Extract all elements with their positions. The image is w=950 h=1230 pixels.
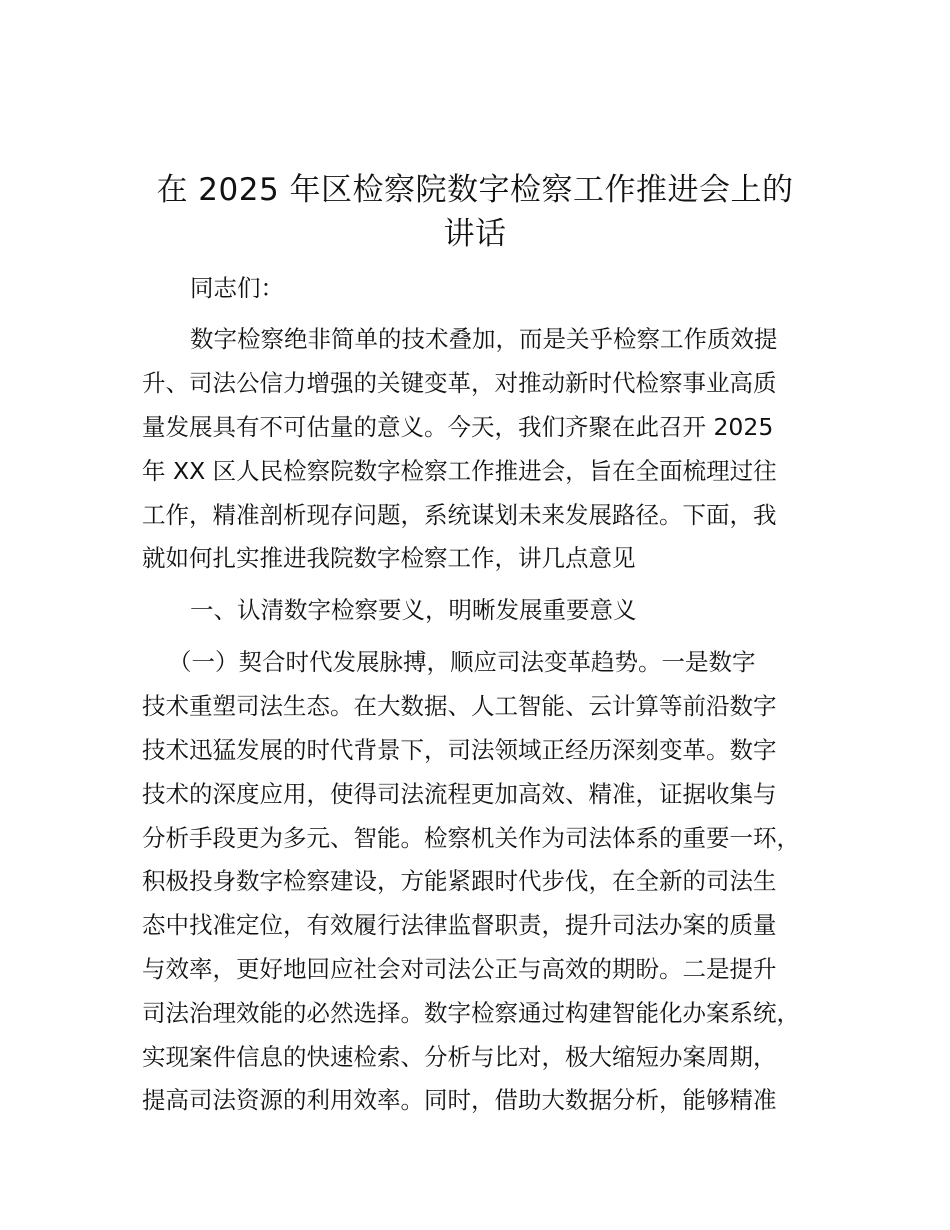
- document-title-line-1: 在 2025 年区检察院数字检察工作推进会上的: [156, 172, 794, 208]
- body-line: 工作，精准剖析现存问题，系统谋划未来发展路径。下面，我: [142, 501, 777, 529]
- body-line: 提高司法资源的利用效率。同时，借助大数据分析，能够精准: [142, 1086, 777, 1114]
- body-line: 态中找准定位，有效履行法律监督职责，提升司法办案的质量: [142, 911, 777, 939]
- body-line: 技术的深度应用，使得司法流程更加高效、精准，证据收集与: [142, 780, 777, 808]
- body-line: 积极投身数字检察建设，方能紧跟时代步伐，在全新的司法生: [142, 867, 777, 895]
- body-line: 与效率，更好地回应社会对司法公正与高效的期盼。二是提升: [142, 955, 777, 983]
- body-line: 实现案件信息的快速检索、分析与比对，极大缩短办案周期，: [142, 1043, 777, 1071]
- document-title-line-2: 讲话: [443, 216, 507, 252]
- body-line: 升、司法公信力增强的关键变革，对推动新时代检察事业高质: [142, 369, 777, 397]
- body-line: 技术迅猛发展的时代背景下，司法领域正经历深刻变革。数字: [142, 736, 777, 764]
- body-line: 技术重塑司法生态。在大数据、人工智能、云计算等前沿数字: [142, 692, 777, 720]
- body-line: 分析手段更为多元、智能。检察机关作为司法体系的重要一环，: [142, 824, 800, 852]
- section-heading: 一、认清数字检察要义，明晰发展重要意义: [190, 596, 637, 624]
- body-line: 就如何扎实推进我院数字检察工作，讲几点意见: [142, 544, 636, 572]
- body-line: 年 XX 区人民检察院数字检察工作推进会，旨在全面梳理过往: [142, 457, 777, 485]
- body-line: 量发展具有不可估量的意义。今天，我们齐聚在此召开 2025: [142, 413, 774, 441]
- body-line: 司法治理效能的必然选择。数字检察通过构建智能化办案系统，: [142, 999, 800, 1027]
- salutation: 同志们：: [190, 274, 284, 302]
- body-line: （一）契合时代发展脉搏，顺应司法变革趋势。一是数字: [168, 648, 756, 676]
- body-line: 数字检察绝非简单的技术叠加，而是关乎检察工作质效提: [190, 325, 778, 353]
